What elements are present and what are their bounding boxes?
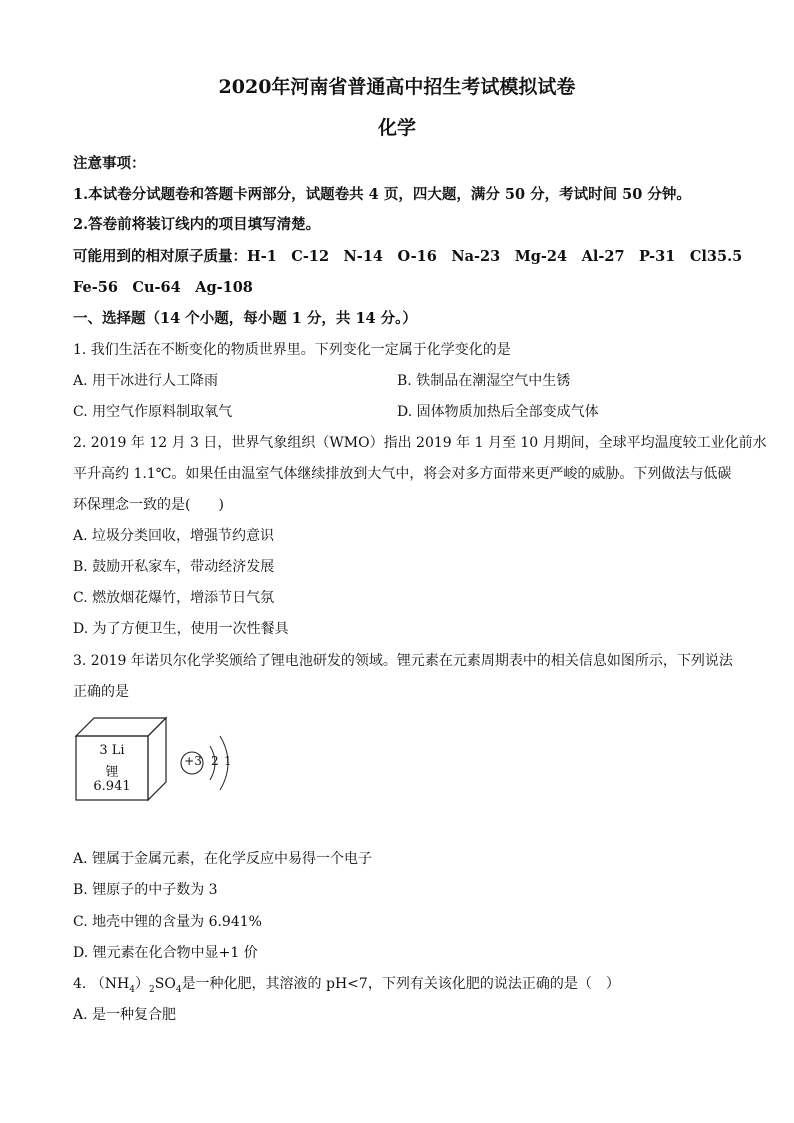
shell-2-electrons: 1: [224, 754, 232, 768]
q1-option-a: A. 用干冰进行人工降雨: [73, 373, 219, 389]
shell-1-electrons: 2: [211, 754, 219, 768]
subject-title: 化学: [377, 117, 416, 139]
q4-stem-pre: 4. （NH: [73, 976, 130, 992]
note-item-2: 2.答卷前将装订线内的项目填写清楚。: [73, 216, 321, 233]
q3-option-c: C. 地壳中锂的含量为 6.941%: [73, 914, 262, 930]
q4-sub-4: 4: [129, 984, 136, 995]
q2-option-b: B. 鼓励开私家车，带动经济发展: [73, 559, 275, 575]
q4-sub-so4: 4: [175, 984, 182, 995]
q2-option-c: C. 燃放烟花爆竹，增添节日气氛: [73, 590, 275, 606]
q2-option-d: D. 为了方便卫生，使用一次性餐具: [73, 621, 289, 637]
note-item-1: 1.本试卷分试题卷和答题卡两部分，试题卷共 4 页，四大题，满分 50 分，考试时间 50 分钟。: [73, 186, 691, 203]
q2-stem-line-1: 2. 2019 年 12 月 3 日，世界气象组织（WMO）指出 2019 年 1 月至 10 月期间，全球平均温度较工业化前水: [73, 435, 767, 451]
q3-option-b: B. 锂原子的中子数为 3: [73, 882, 218, 898]
lithium-element-figure: [70, 708, 250, 808]
q3-stem-line-2: 正确的是: [73, 684, 129, 700]
q4-stem-mid: ）: [135, 976, 150, 992]
q4-option-a: A. 是一种复合肥: [73, 1007, 177, 1023]
q4-stem-so: SO: [154, 976, 176, 992]
q3-stem-line-1: 3. 2019 年诺贝尔化学奖颁给了锂电池研发的领域。锂元素在元素周期表中的相关信息如图所示，下列说法: [73, 653, 733, 669]
q1-option-c: C. 用空气作原料制取氧气: [73, 404, 233, 420]
q2-stem-line-2: 平升高约 1.1℃。如果任由温室气体继续排放到大气中，将会对多方面带来更严峻的威胁。下列做法与低碳: [73, 466, 732, 482]
q1-option-d: D. 固体物质加热后全部变成气体: [397, 404, 599, 420]
section-1-heading: 一、选择题（14 个小题，每小题 1 分，共 14 分。）: [73, 310, 417, 327]
atomic-masses-line-2: Fe-56 Cu-64 Ag-108: [73, 279, 253, 296]
exam-title: 2020年河南省普通高中招生考试模拟试卷: [218, 76, 576, 98]
q1-stem: 1. 我们生活在不断变化的物质世界里。下列变化一定属于化学变化的是: [73, 342, 511, 358]
q3-option-a: A. 锂属于金属元素，在化学反应中易得一个电子: [73, 851, 373, 867]
q2-option-a: A. 垃圾分类回收，增强节约意识: [73, 528, 275, 544]
element-name: 锂: [105, 765, 119, 780]
atomic-masses-line-1: 可能用到的相对原子质量：H-1 C-12 N-14 O-16 Na-23 Mg-24 Al-27 P-31 Cl35.5: [73, 248, 743, 265]
q4-stem: [73, 973, 620, 995]
q1-option-b: B. 铁制品在潮湿空气中生锈: [397, 373, 571, 389]
element-mass: 6.941: [93, 779, 131, 794]
q4-sub-2: 2: [149, 984, 155, 995]
nucleus-charge: +3: [184, 754, 202, 768]
element-number-symbol: 3 Li: [99, 743, 125, 758]
q2-stem-line-3: 环保理念一致的是( ): [73, 497, 224, 513]
q4-stem-post: 是一种化肥，其溶液的 pH<7，下列有关该化肥的说法正确的是（ ）: [181, 976, 620, 992]
notes-heading: 注意事项：: [73, 155, 146, 172]
q3-option-d: D. 锂元素在化合物中显+1 价: [73, 945, 258, 961]
